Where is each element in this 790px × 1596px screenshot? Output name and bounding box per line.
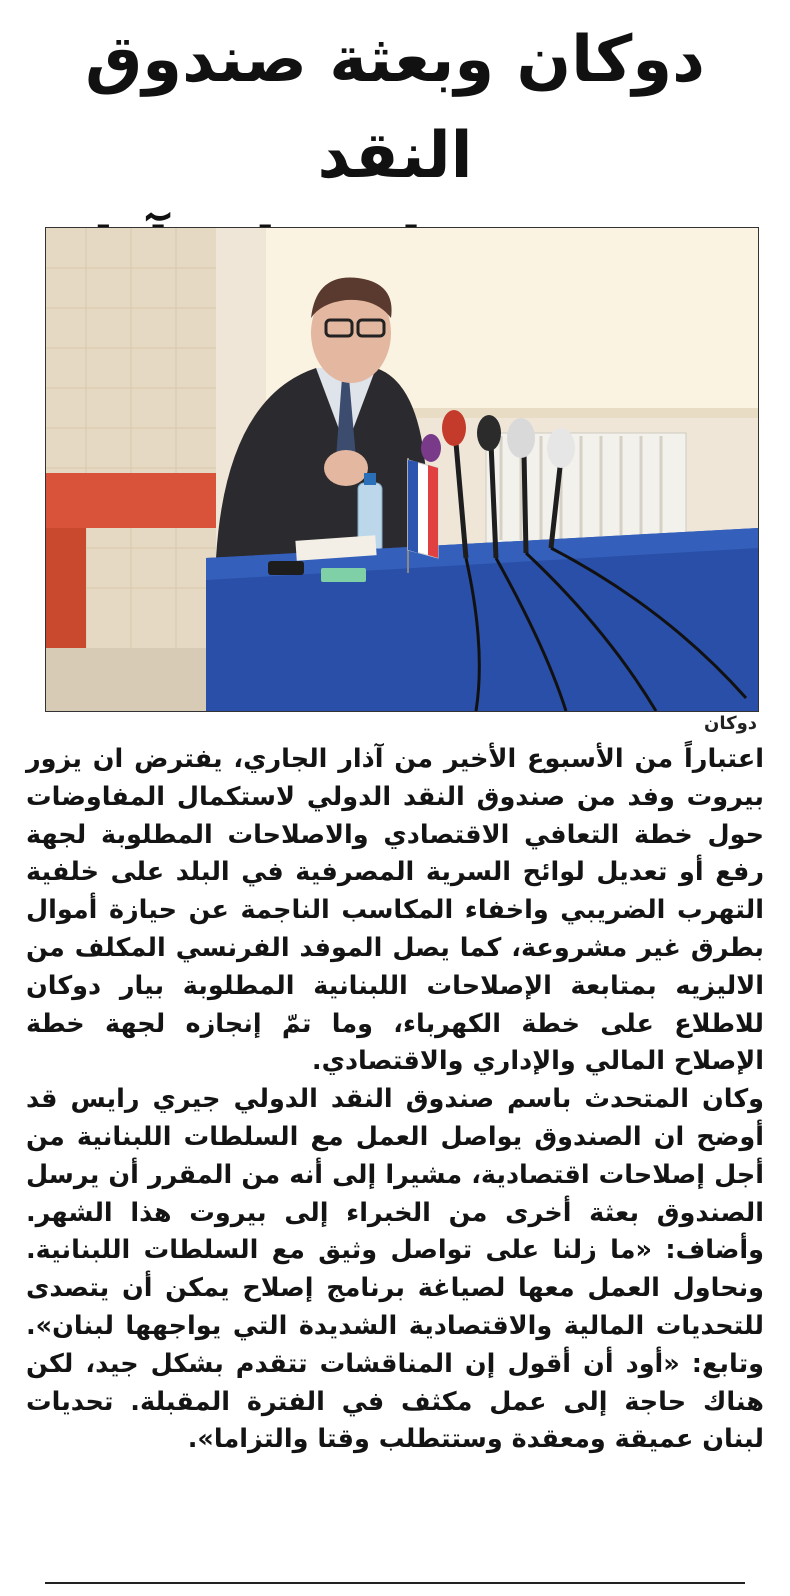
bottom-divider bbox=[45, 1582, 745, 1584]
headline-line-1: دوكان وبعثة صندوق النقد bbox=[85, 23, 705, 193]
article-paragraph: وكان المتحدث باسم صندوق النقد الدولي جيري رايس قد أوضح ان الصندوق يواصل العمل مع السلطات اللبنانية من أجل إصلاحات اقتصادية، مشيرا إلى أنه من المقرر أن يرسل الصندوق بعثة أخرى من الخبراء إلى بيروت هذا الشهر. وأضاف: «ما زلنا على تواصل وثيق مع السلطات اللبنانية. ونحاول العمل معها لصياغة برنامج إصلاح يمكن أن يتصدى للتحديات المالية والاقتصادية الشديدة التي يواجهها لبنان». وتابع: «أود أن أقول إن المناقشات تتقدم بشكل جيد، لكن هناك حاجة إلى عمل مكثف في الفترة المقبلة. تحديات لبنان عميقة ومعقدة وستتطلب وقتا والتزاما». bbox=[26, 1084, 764, 1455]
photo-caption: دوكان bbox=[703, 713, 757, 734]
article-body bbox=[26, 741, 764, 1459]
press-conference-photo bbox=[45, 227, 759, 712]
article-paragraph: اعتباراً من الأسبوع الأخير من آذار الجاري، يفترض ان يزور بيروت وفد من صندوق النقد الدولي لاستكمال المفاوضات حول خطة التعافي الاقتصادي والاصلاحات المطلوبة لجهة رفع أو تعديل لوائح السرية المصرفية في البلد على خلفية التهرب الضريبي واخفاء المكاسب الناجمة عن حيازة أموال بطرق غير مشروعة، كما يصل الموفد الفرنسي المكلف من الاليزيه بمتابعة الإصلاحات اللبنانية المطلوبة بيار دوكان للاطلاع على خطة الكهرباء، وما تمّ إنجازه لجهة خطة الإصلاح المالي والإداري والاقتصادي. bbox=[26, 744, 764, 1077]
